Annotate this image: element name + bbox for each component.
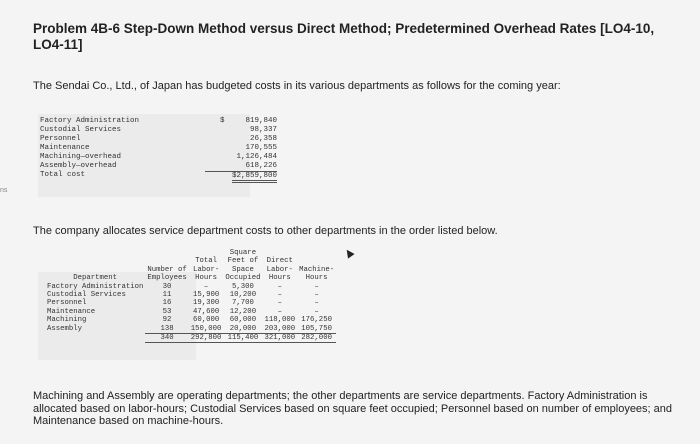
row-dl: 118,000 (264, 316, 296, 325)
row-mh: 176,250 (301, 316, 332, 325)
budget-value: 618,226 (245, 162, 277, 170)
row-emp: 92 (162, 316, 172, 325)
sidebar-mark: ns (0, 187, 8, 194)
budget-label: Machining—overhead (40, 153, 122, 161)
budget-value: 26,358 (249, 135, 277, 143)
row-dept: Machining (47, 316, 87, 325)
budget-value: 819,840 (245, 117, 277, 125)
row-lh: 15,900 (192, 291, 220, 300)
row-dl: – (277, 299, 282, 308)
row-emp: 11 (162, 291, 172, 300)
row-lh: 60,000 (192, 316, 220, 325)
table-row (45, 291, 336, 299)
row-lh: 19,300 (192, 299, 220, 308)
total-lh: 292,800 (190, 334, 222, 343)
row-dl: – (277, 307, 282, 316)
row-dept: Custodial Services (47, 291, 126, 300)
row-dept: Assembly (47, 324, 83, 333)
budget-values (205, 117, 277, 181)
row-sf: 5,300 (231, 282, 254, 291)
row-mh: – (314, 282, 319, 291)
row-emp: 30 (162, 282, 172, 291)
row-dl: 203,000 (264, 324, 296, 333)
total-sf: 115,400 (223, 334, 262, 343)
budget-label: Assembly—overhead (40, 162, 117, 170)
budget-total-value: $2,859,800 (232, 172, 277, 183)
row-dept: Factory Administration (47, 282, 144, 291)
row-dl: – (277, 282, 282, 291)
row-mh: 105,750 (297, 325, 336, 334)
row-mh: – (314, 299, 319, 308)
row-dept: Maintenance (47, 307, 96, 316)
table-row (45, 316, 336, 324)
table-row (45, 308, 336, 316)
row-mh: – (314, 291, 319, 300)
problem-title: Problem 4B-6 Step-Down Method versus Direct Method; Predetermined Overhead Rates [LO4-10, LO4-11] (33, 21, 655, 52)
total-mh: 282,000 (297, 334, 336, 343)
col-machine-hours: Machine- Hours (299, 265, 335, 283)
total-dl: 321,000 (264, 334, 296, 343)
budget-label: Factory Administration (40, 117, 140, 125)
budget-value: 1,126,484 (236, 153, 277, 161)
totals-row (45, 334, 336, 343)
allocation-header-row (45, 249, 336, 283)
row-sf: 20,000 (223, 325, 262, 334)
row-sf: 12,200 (229, 307, 257, 316)
row-sf: 60,000 (229, 316, 257, 325)
total-emp: 340 (145, 334, 188, 343)
col-labor-hours: Total Labor- Hours (192, 257, 220, 283)
budget-value: 170,555 (245, 144, 277, 152)
row-emp: 53 (162, 307, 172, 316)
table-row (45, 283, 336, 291)
budget-total-label: Total cost (40, 171, 86, 179)
budget-label: Custodial Services (40, 126, 122, 134)
row-lh: 47,600 (192, 307, 220, 316)
col-direct-labor: Direct Labor- Hours (266, 257, 293, 283)
intro-text: The Sendai Co., Ltd., of Japan has budgeted costs in its various departments as follows for the coming year: (33, 80, 561, 92)
allocation-table (45, 249, 336, 343)
row-sf: 10,200 (229, 291, 257, 300)
budget-labels (40, 117, 139, 180)
col-department: Department (73, 274, 118, 283)
row-emp: 138 (145, 325, 188, 334)
row-lh: – (203, 282, 209, 291)
row-sf: 7,700 (231, 299, 254, 308)
allocation-intro: The company allocates service department costs to other departments in the order listed below. (33, 225, 498, 237)
row-dl: – (277, 291, 282, 300)
mouse-cursor-icon (343, 247, 354, 258)
col-square-feet: Square Feet of Space Occupied (225, 249, 261, 283)
budget-label: Maintenance (40, 144, 90, 152)
budget-label: Personnel (40, 135, 81, 143)
row-emp: 16 (162, 299, 172, 308)
col-employees: Number of Employees (147, 265, 187, 283)
table-row (45, 299, 336, 307)
row-dept: Personnel (47, 299, 87, 308)
budget-value: 98,337 (249, 126, 277, 134)
row-mh: – (314, 307, 319, 316)
allocation-explanation: Machining and Assembly are operating departments; the other departments are service departments. Factory Administration is allocated based on labor-hours; Custodial Services based on square feet occupied; Personnel based on number of employees; and Maintenance based on machine-hours. (33, 390, 673, 427)
table-row (45, 325, 336, 334)
row-lh: 150,000 (190, 324, 222, 333)
currency-symbol: $ (220, 117, 225, 125)
